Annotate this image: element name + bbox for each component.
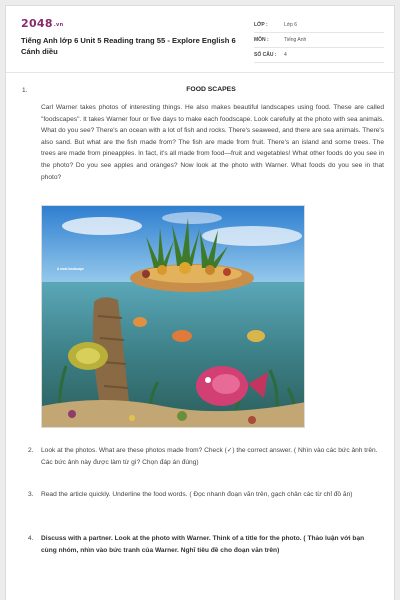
question-text: Read the article quickly. Underline the food words. ( Đọc nhanh đoạn văn trên, gạch chân các từ chỉ đồ ăn) bbox=[41, 491, 353, 498]
meta-row-class bbox=[254, 18, 384, 33]
meta-value: 4 bbox=[284, 52, 287, 58]
question-3 bbox=[28, 489, 383, 513]
meta-label: SỐ CÂU : bbox=[254, 52, 277, 58]
meta-row-question-count bbox=[254, 48, 384, 63]
meta-value: Lớp 6 bbox=[284, 22, 298, 28]
site-logo[interactable]: 2048.vn bbox=[21, 17, 64, 30]
meta-info bbox=[254, 18, 384, 63]
question-number: 3. bbox=[28, 491, 34, 498]
meta-value: Tiếng Anh bbox=[284, 37, 307, 43]
worksheet bbox=[5, 5, 395, 600]
photo-caption: A meal landscape bbox=[57, 267, 84, 271]
question-text: Discuss with a partner. Look at the photo with Warner. Think of a title for the photo. ( Thảo luận với bạn cùng nhóm, nhìn vào bức tranh của Warner. Nghĩ tiêu đề cho đoạn văn trên) bbox=[41, 535, 365, 554]
question-number: 1. bbox=[22, 87, 28, 94]
reading-title: FOOD SCAPES bbox=[186, 86, 236, 93]
meta-label: LỚP : bbox=[254, 22, 268, 28]
header-divider bbox=[6, 72, 396, 73]
question-number: 2. bbox=[28, 447, 34, 454]
question-text: Look at the photos. What are these photos made from? Check (✓) the correct answer. ( Nhìn vào các bức ảnh trên. Các bức ảnh này được làm từ gì? Chọn đáp án đúng) bbox=[41, 447, 378, 466]
foodscape-photo bbox=[41, 205, 305, 428]
meta-label: MÔN : bbox=[254, 37, 269, 43]
question-number: 4. bbox=[28, 535, 34, 542]
page-title: Tiếng Anh lớp 6 Unit 5 Reading trang 55 - Explore English 6 Cánh diều bbox=[21, 36, 236, 56]
header bbox=[6, 6, 396, 72]
question-4 bbox=[28, 533, 383, 557]
foodscape-illustration bbox=[42, 206, 305, 428]
reading-passage: Carl Warner takes photos of interesting things. He also makes beautiful landscapes using food. These are called "foodscapes". It takes Warner four or five days to make each foodscape. Look carefully at the photo with sea animals. What do you see? There's an ocean with a lot of fish and rocks. There's seaweed, and there are sea animals. There's also sand. But what are the fish made from? The fish are made from fruit. There's an island and some trees. The trees are made from pineapples. In fact, it's all made from food—fruit and vegetables! What other foods do you see in the photo? Do you see apples and oranges? Now look at the photo with Warner. What foods do you see in that photo? bbox=[41, 104, 384, 181]
question-2 bbox=[28, 445, 383, 469]
meta-row-subject bbox=[254, 33, 384, 48]
